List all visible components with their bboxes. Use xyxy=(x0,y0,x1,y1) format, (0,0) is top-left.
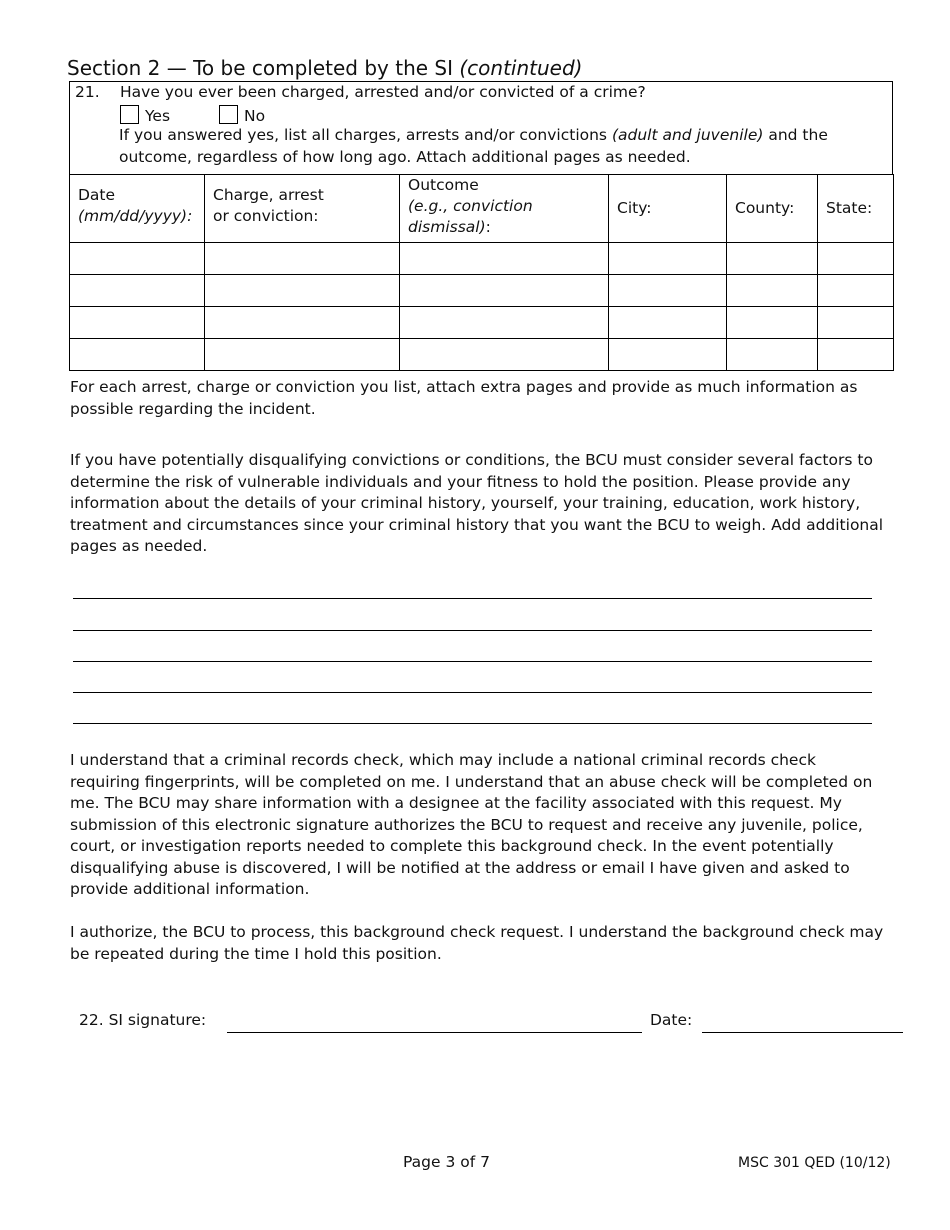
county-cell[interactable] xyxy=(727,307,818,339)
no-label: No xyxy=(244,107,266,125)
outcome-cell[interactable] xyxy=(400,275,609,307)
signature-label: 22. SI signature: xyxy=(79,1011,207,1029)
county-cell[interactable] xyxy=(727,243,818,275)
no-option[interactable] xyxy=(219,105,265,125)
city-cell[interactable] xyxy=(609,275,727,307)
header-outcome: Outcome (e.g., conviction dismissal): xyxy=(400,175,609,243)
date-cell[interactable] xyxy=(70,275,205,307)
date-cell[interactable] xyxy=(70,307,205,339)
outcome-cell[interactable] xyxy=(400,339,609,371)
header-date: Date (mm/dd/yyyy): xyxy=(70,175,205,243)
table-header-row xyxy=(70,175,894,243)
charge-cell[interactable] xyxy=(205,307,400,339)
city-cell[interactable] xyxy=(609,307,727,339)
page-number: Page 3 of 7 xyxy=(403,1153,490,1171)
state-cell[interactable] xyxy=(818,243,894,275)
outcome-cell[interactable] xyxy=(400,307,609,339)
arrest-info-paragraph: For each arrest, charge or conviction you list, attach extra pages and provide as much information as possible regarding the incident. xyxy=(70,378,858,418)
table-row xyxy=(70,243,894,275)
yes-label: Yes xyxy=(145,107,171,125)
no-checkbox[interactable] xyxy=(219,105,238,124)
date-cell[interactable] xyxy=(70,339,205,371)
header-city: City: xyxy=(609,175,727,243)
state-cell[interactable] xyxy=(818,307,894,339)
signature-field[interactable] xyxy=(227,1032,642,1033)
header-county: County: xyxy=(727,175,818,243)
answer-line[interactable] xyxy=(73,692,872,693)
answer-line[interactable] xyxy=(73,630,872,631)
state-cell[interactable] xyxy=(818,275,894,307)
understand-paragraph: I understand that a criminal records check, which may include a national criminal records check requiring fingerprints, will be completed on me. I understand that an abuse check will be completed on me. The BCU may share information with a designee at the facility associated with this request. My submission of this electronic signature authorizes the BCU to request and receive any juvenile, police, court, or investigation reports needed to complete this background check. In the event potentially disqualifying abuse is discovered, I will be notified at the address or email I have given and asked to provide additional information. xyxy=(70,751,873,898)
charge-cell[interactable] xyxy=(205,275,400,307)
state-cell[interactable] xyxy=(818,339,894,371)
question-text: Have you ever been charged, arrested and/or convicted of a crime? xyxy=(120,83,646,101)
charge-cell[interactable] xyxy=(205,243,400,275)
question-number: 21. xyxy=(75,83,100,101)
table-row xyxy=(70,307,894,339)
answer-line[interactable] xyxy=(73,723,872,724)
city-cell[interactable] xyxy=(609,339,727,371)
header-state: State: xyxy=(818,175,894,243)
disqualifying-paragraph: If you have potentially disqualifying convictions or conditions, the BCU must consider several factors to determine the risk of vulnerable individuals and your fitness to hold the position. Please provide any information about the details of your criminal history, yourself, your training, education, work history, treatment and circumstances since your criminal history that you want the BCU to weigh. Add additional pages as needed. xyxy=(70,451,884,555)
question-instructions: If you answered yes, list all charges, arrests and/or convictions (adult and juvenile) and the outcome, regardless of how long ago. Attach additional pages as needed. xyxy=(119,126,828,166)
county-cell[interactable] xyxy=(727,275,818,307)
date-label: Date: xyxy=(650,1011,693,1029)
yes-option[interactable] xyxy=(120,105,170,125)
section-title: Section 2 — To be completed by the SI (contintued) xyxy=(67,56,583,80)
table-row xyxy=(70,339,894,371)
charge-cell[interactable] xyxy=(205,339,400,371)
answer-line[interactable] xyxy=(73,661,872,662)
form-id: MSC 301 QED (10/12) xyxy=(738,1155,891,1171)
county-cell[interactable] xyxy=(727,339,818,371)
answer-line[interactable] xyxy=(73,598,872,599)
authorize-paragraph: I authorize, the BCU to process, this background check request. I understand the background check may be repeated during the time I hold this position. xyxy=(70,923,884,963)
outcome-cell[interactable] xyxy=(400,243,609,275)
convictions-table xyxy=(69,174,894,371)
date-cell[interactable] xyxy=(70,243,205,275)
city-cell[interactable] xyxy=(609,243,727,275)
yes-checkbox[interactable] xyxy=(120,105,139,124)
table-row xyxy=(70,275,894,307)
date-field[interactable] xyxy=(702,1032,903,1033)
header-charge: Charge, arrest or conviction: xyxy=(205,175,400,243)
